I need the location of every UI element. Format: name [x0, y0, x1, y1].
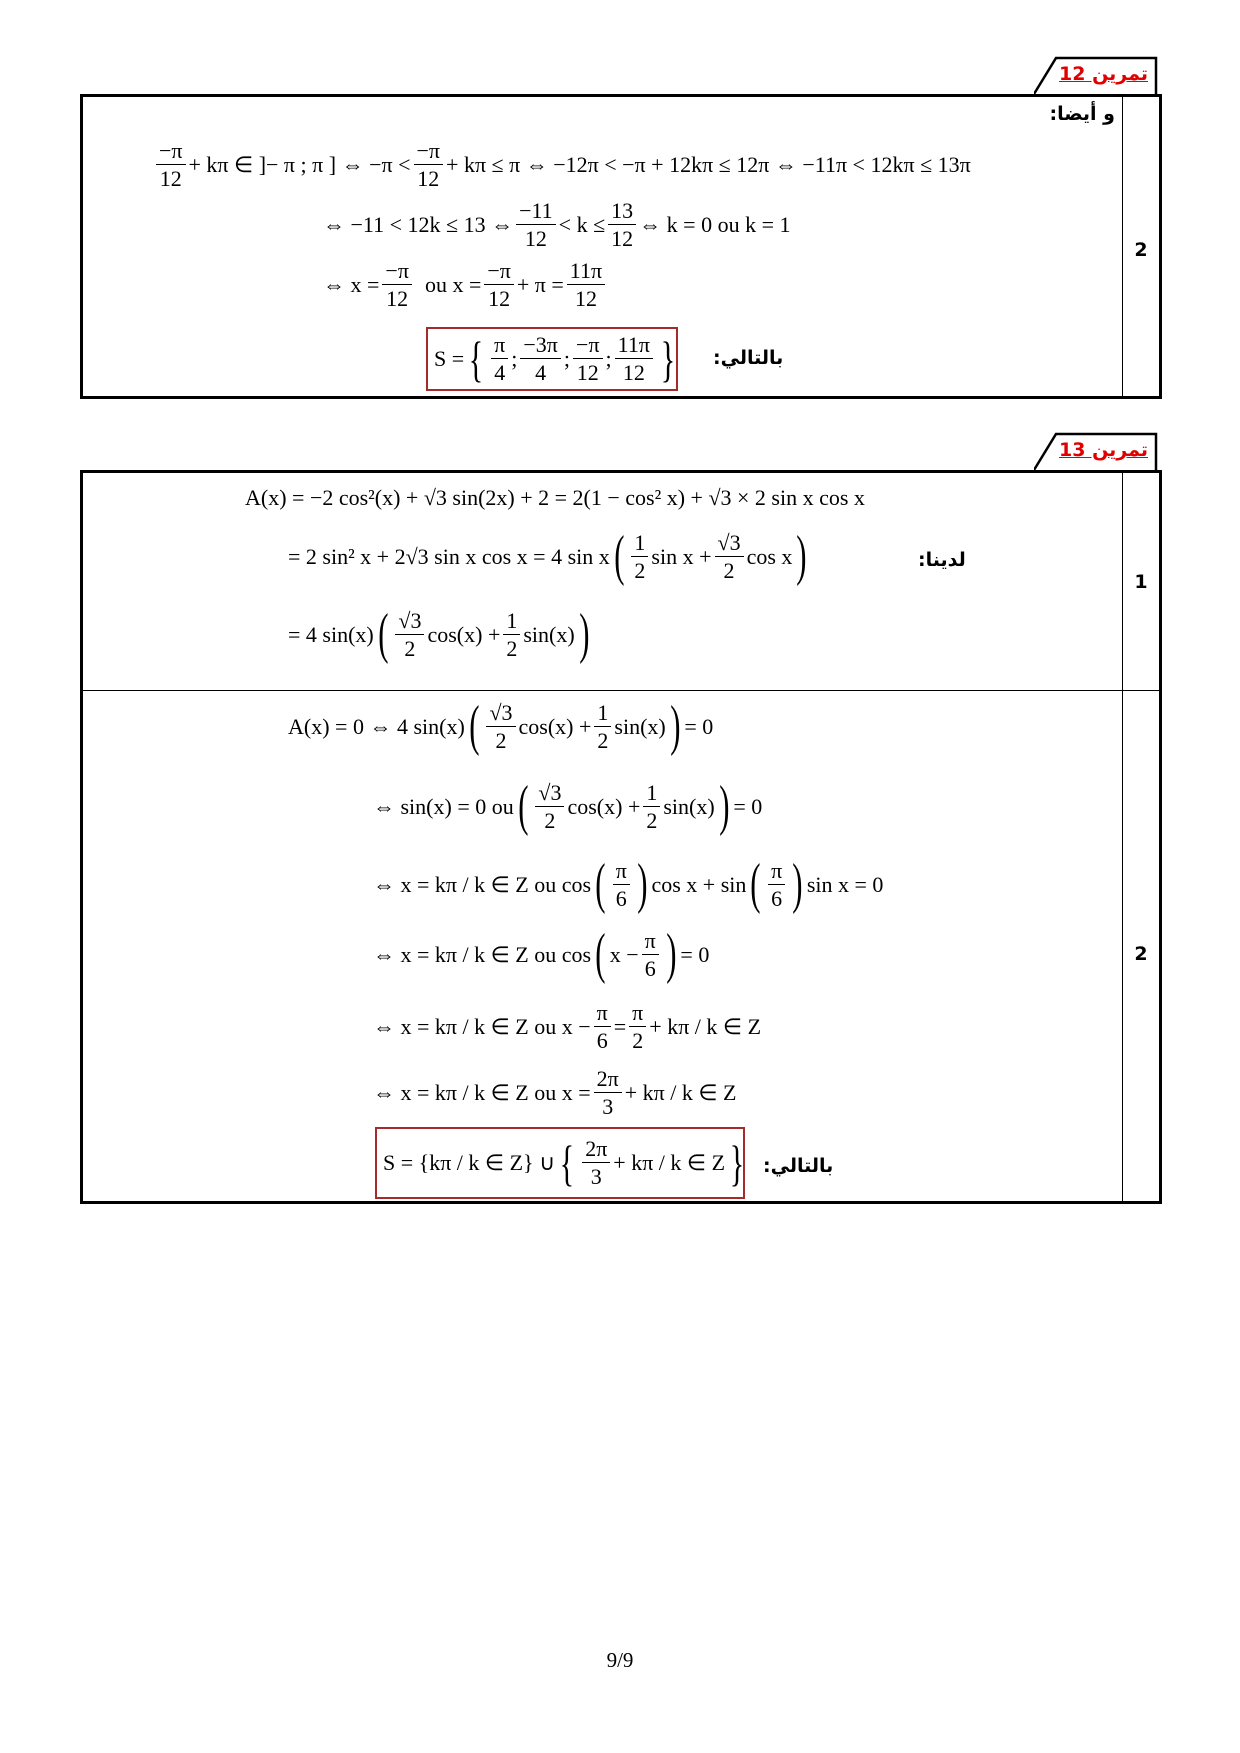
ex13-q2-line-4: ⇔ x = kπ / k ∈ Z ou cos( x − $\frac{\pi}{6}$ ) = 0: [373, 923, 710, 986]
exercise-13-row-2: [83, 691, 1159, 1201]
exercise-12-row-2: [83, 97, 1159, 396]
question-number: 2: [1134, 943, 1148, 965]
fraction: $\frac{√3}{2}$: [715, 531, 744, 582]
fraction: $\frac{11\pi}{12}$: [615, 333, 653, 384]
fraction: $\frac{√3}{2}$: [395, 609, 424, 660]
exercise-13-row-1: [83, 473, 1159, 691]
fraction: $\frac{13}{12}$: [608, 199, 636, 250]
exercise-13-tab: [1034, 432, 1158, 472]
ex13-q1-line-2: = 2 sin² x + 2√3 sin x cos x = 4 sin x( $\frac{1}{2}$ sin x + $\frac{√3}{2}$ cos x): [288, 525, 807, 588]
ex13-q2-line-5: ⇔ x = kπ / k ∈ Z ou x − $\frac{\pi}{6}$ = $\frac{\pi}{2}$ + kπ / k ∈ Z: [373, 1000, 762, 1054]
fraction: $\frac{2\pi}{3}$: [594, 1067, 622, 1118]
fraction: $\frac{1}{2}$: [503, 609, 520, 660]
fraction: $\frac{-\pi}{12}$: [484, 259, 514, 310]
fraction: $\frac{\pi}{6}$: [613, 859, 630, 910]
fraction: $\frac{\pi}{6}$: [642, 929, 659, 980]
question-number: 2: [1134, 239, 1148, 261]
fraction: $\frac{-\pi}{12}$: [414, 139, 444, 190]
exercise-12-table: [80, 94, 1162, 399]
fraction: $\frac{\pi}{4}$: [491, 333, 508, 384]
fraction: $\frac{1}{2}$: [643, 781, 660, 832]
ex12-solution: S ={ $\frac{\pi}{4}$ ; $\frac{-3\pi}{4}$ ; $\frac{-\pi}{12}$ ; $\frac{11\pi}{12}$ }: [434, 330, 676, 387]
ex13-q2-line-1: A(x) = 0 ⇔ 4 sin(x)( $\frac{√3}{2}$ cos(x) + $\frac{1}{2}$ sin(x)) = 0: [288, 695, 714, 758]
fraction: $\frac{\pi}{6}$: [768, 859, 785, 910]
ex12-line-3: ⇔ x = $\frac{-\pi}{12}$ ou x = $\frac{-\pi}{12}$ + π = $\frac{11\pi}{12}$: [323, 259, 608, 310]
ex12-line-2: ⇔ −11 < 12k ≤ 13 ⇔ $\frac{-11}{12}$ < k ≤ $\frac{13}{12}$ ⇔ k = 0 ou k = 1: [323, 198, 791, 252]
ex13-q2-line-2: ⇔ sin(x) = 0 ou( $\frac{√3}{2}$ cos(x) + $\frac{1}{2}$ sin(x)) = 0: [373, 775, 763, 838]
page-number: 9/9: [606, 1648, 634, 1672]
fraction: $\frac{√3}{2}$: [486, 701, 515, 752]
fraction: $\frac{-\pi}{12}$: [156, 139, 186, 190]
exercise-13-table: [80, 470, 1162, 1204]
exercise-13-title: تمرين 13: [1059, 439, 1148, 461]
conclusion-label: بالتالي:: [713, 347, 784, 369]
fraction: $\frac{-3\pi}{4}$: [520, 333, 561, 384]
exercise-12-title: تمرين 12: [1059, 63, 1148, 85]
fraction: $\frac{1}{2}$: [594, 701, 611, 752]
given-label: لدينا:: [918, 549, 966, 571]
fraction: $\frac{11\pi}{12}$: [567, 259, 605, 310]
fraction: $\frac{√3}{2}$: [535, 781, 564, 832]
fraction: $\frac{-\pi}{12}$: [573, 333, 603, 384]
intro-label: و أيضا:: [1049, 103, 1115, 125]
ex12-line-1: $\frac{-\pi}{12}$ + kπ ∈ ]− π ; π ] ⇔ −π < $\frac{-\pi}{12}$ + kπ ≤ π ⇔ −12π < −π + 12kπ ≤ 12π ⇔ −11π < 12kπ ≤ 13π: [153, 139, 971, 190]
ex13-q1-line-3: = 4 sin(x)( $\frac{√3}{2}$ cos(x) + $\frac{1}{2}$ sin(x)): [288, 603, 590, 666]
ex13-q2-line-3: ⇔ x = kπ / k ∈ Z ou cos( $\frac{\pi}{6}$ ) cos x + sin( $\frac{\pi}{6}$ ) sin x = 0: [373, 853, 884, 916]
ex13-q2-line-6: ⇔ x = kπ / k ∈ Z ou x = $\frac{2\pi}{3}$ + kπ / k ∈ Z: [373, 1066, 737, 1120]
fraction: $\frac{\pi}{2}$: [629, 1001, 646, 1052]
ex13-q1-line-1: A(x) = −2 cos²(x) + √3 sin(2x) + 2 = 2(1 − cos² x) + √3 × 2 sin x cos x: [245, 485, 865, 510]
fraction: $\frac{-\pi}{12}$: [382, 259, 412, 310]
fraction: $\frac{2\pi}{3}$: [582, 1137, 610, 1188]
fraction: $\frac{-11}{12}$: [516, 199, 556, 250]
fraction: $\frac{\pi}{6}$: [594, 1001, 611, 1052]
ex13-solution: S = {kπ / k ∈ Z} ∪{ $\frac{2\pi}{3}$ + kπ / k ∈ Z}: [383, 1134, 745, 1191]
question-number: 1: [1134, 571, 1148, 593]
exercise-12-tab: [1034, 56, 1158, 96]
fraction: $\frac{1}{2}$: [631, 531, 648, 582]
conclusion-label: بالتالي:: [763, 1155, 834, 1177]
